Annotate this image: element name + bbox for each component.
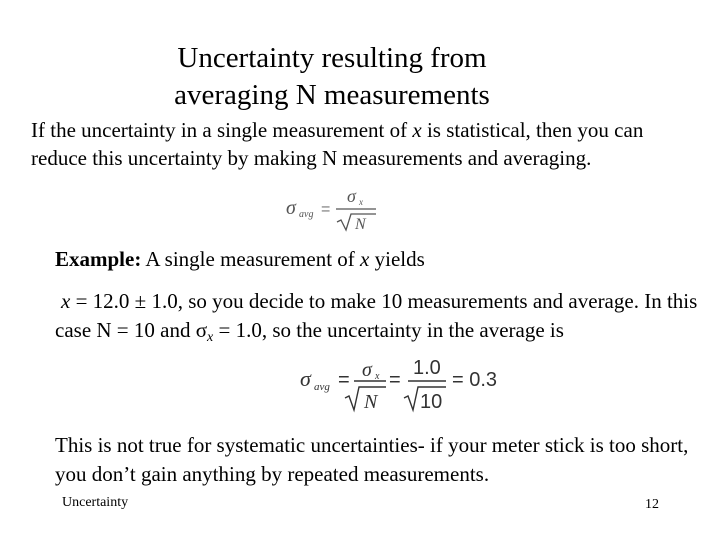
formula2-x-sub: x <box>375 371 380 382</box>
intro-text-1: If the uncertainty in a single measurement of <box>31 118 413 142</box>
title-line-1: Uncertainty resulting from <box>177 42 487 74</box>
title-line-2: averaging N measurements <box>174 79 490 111</box>
formula1-avg-sub: avg <box>299 209 314 220</box>
formula-sigma-avg <box>284 184 384 234</box>
example2-sub-x: x <box>207 330 214 345</box>
intro-text-2: is statistical, then you can reduce this uncertainty by making N measurements and averaging. <box>31 118 644 170</box>
example2-text-2: = 1.0, so the uncertainty in the average is <box>213 318 564 342</box>
formula1-sigma: σ <box>286 197 296 219</box>
formula2-equals-2: = <box>389 369 401 391</box>
page-number: 12 <box>645 497 659 512</box>
formula2-sigma-num: σ <box>362 359 372 381</box>
formula2-denominator: 10 <box>420 391 443 413</box>
footer-label: Uncertainty <box>62 495 129 510</box>
example-text-2: yields <box>369 247 425 271</box>
example2-text-1: = 12.0 ± 1.0, so you decide to make 10 measurements and average. In this case N = 10 and σ <box>55 289 698 342</box>
slide-title <box>0 40 664 114</box>
formula2-sigma: σ <box>300 366 311 391</box>
intro-paragraph <box>31 116 691 172</box>
formula2-result: = 0.3 <box>452 369 498 391</box>
example-text: A single measurement of <box>141 247 361 271</box>
example-var-x: x <box>360 247 370 271</box>
formula-example-result <box>298 352 508 416</box>
formula2-n: N <box>364 391 378 413</box>
example2-var-x: x <box>61 289 71 313</box>
formula2-avg-sub: avg <box>314 381 330 393</box>
closing-paragraph: This is not true for systematic uncertainties- if your meter stick is too short, you don’t gain anything by repeated measurements. <box>55 433 689 486</box>
formula1-x-sub: x <box>359 197 363 207</box>
formula2-equals-1: = <box>338 369 350 391</box>
formula1-equals: = <box>321 201 331 218</box>
example-body <box>55 287 705 352</box>
intro-var-x: x <box>412 118 422 142</box>
formula1-n: N <box>355 216 366 233</box>
example-label: Example: <box>55 247 142 271</box>
example-heading <box>55 245 705 273</box>
formula2-numerator: 1.0 <box>413 357 441 379</box>
formula1-sigma-num: σ <box>347 186 356 206</box>
